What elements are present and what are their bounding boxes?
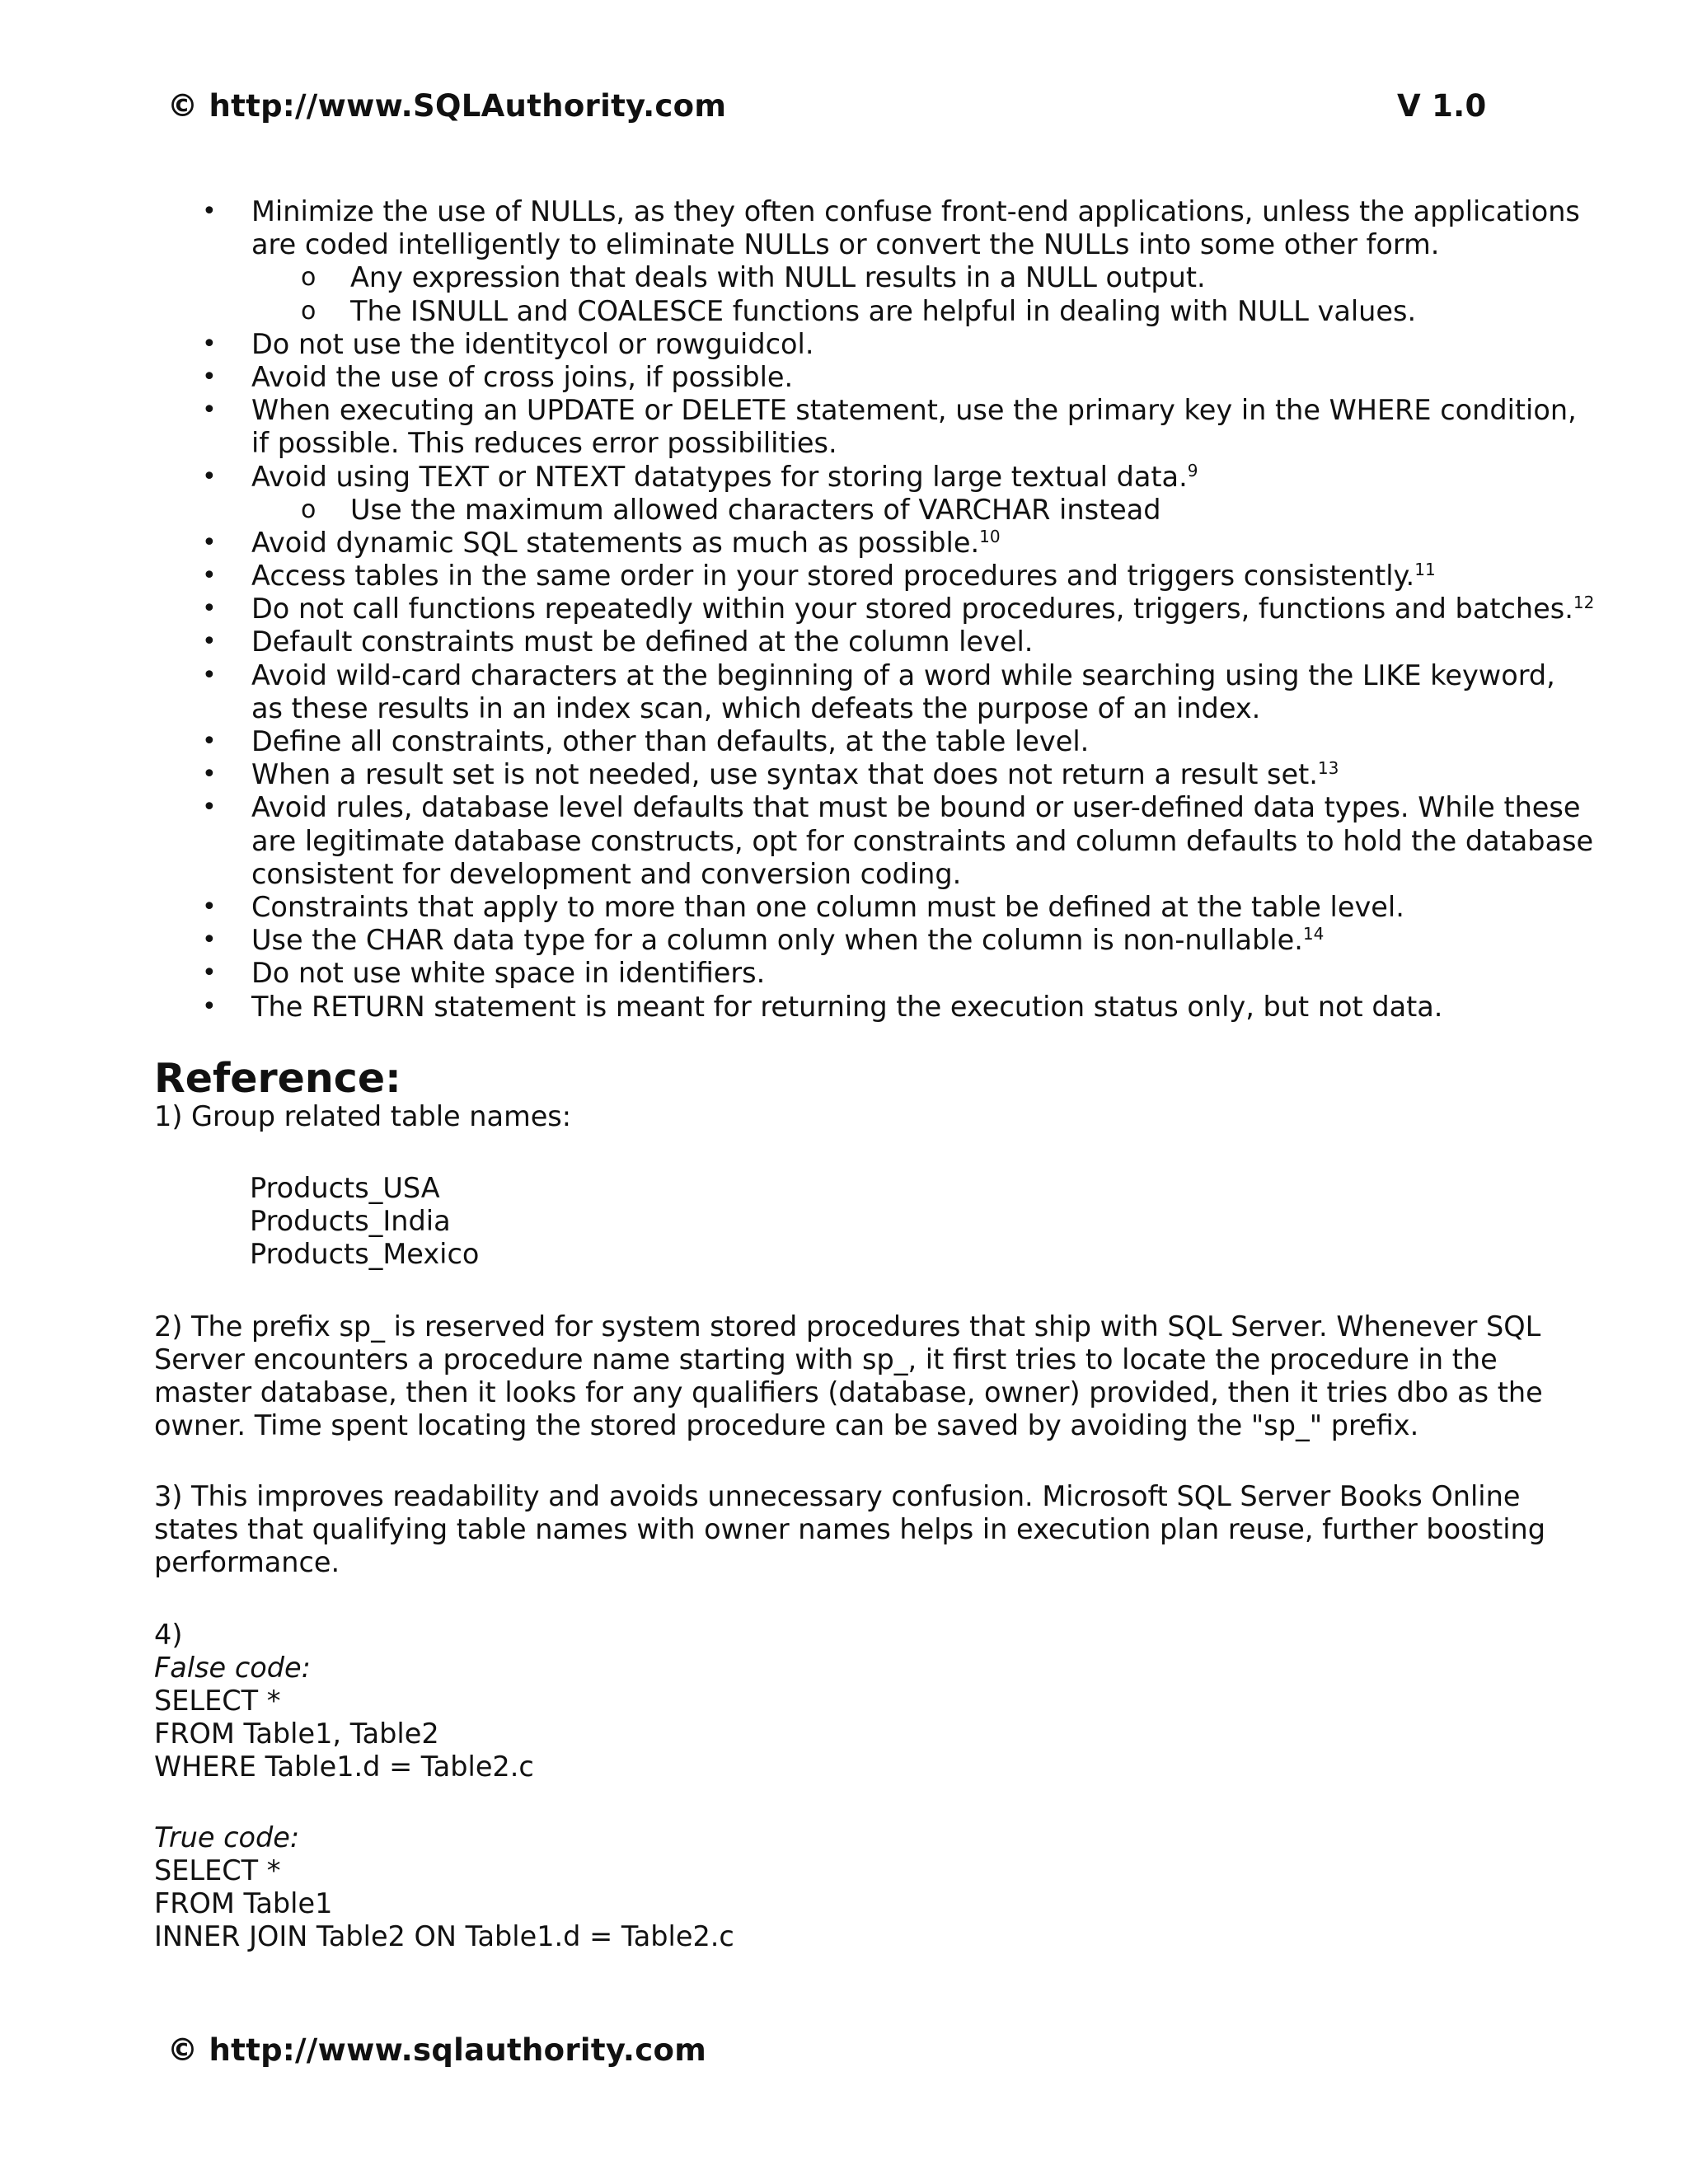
code-line: SELECT *	[154, 1854, 281, 1886]
bullet-line	[0, 593, 1688, 626]
code-line: INNER JOIN Table2 ON Table1.d = Table2.c	[154, 1920, 734, 1952]
bullet-dot-icon: •	[202, 660, 217, 690]
bullet-text	[251, 461, 1198, 494]
bullet-line	[0, 361, 1688, 394]
footer-site-url: © http://www.sqlauthority.com	[167, 2032, 707, 2068]
bullet-text-content: Use the CHAR data type for a column only when the column is non-nullable.	[251, 924, 1303, 957]
bullet-text-content: When a result set is not needed, use syntax that does not return a result set.	[251, 758, 1318, 791]
reference-4-number: 4)	[154, 1619, 183, 1651]
sub-bullet-circle-icon: o	[301, 296, 316, 326]
bullet-dot-icon: •	[202, 760, 217, 790]
sub-bullet-circle-icon: o	[301, 263, 316, 293]
bullet-dot-icon: •	[202, 396, 217, 425]
bullet-text-content: Default constraints must be defined at the column level.	[251, 626, 1034, 658]
sub-bullet-text: Use the maximum allowed characters of VARCHAR instead	[350, 493, 1161, 526]
sub-bullet-text: Any expression that deals with NULL results in a NULL output.	[350, 261, 1206, 294]
bullet-line	[0, 825, 1688, 858]
code-line: FROM Table1	[154, 1887, 333, 1919]
bullet-line	[0, 228, 1688, 261]
bullet-dot-icon: •	[202, 627, 217, 657]
footnote-ref: 12	[1573, 593, 1595, 613]
bullet-text-content: Avoid the use of cross joins, if possible.	[251, 360, 794, 393]
bullet-text	[251, 328, 814, 361]
bullet-text-content: consistent for development and conversion coding.	[251, 857, 962, 890]
bullet-line	[0, 626, 1688, 658]
sub-bullet-line	[0, 295, 1688, 328]
header-site-url: © http://www.SQLAuthority.com	[167, 88, 727, 124]
bullet-text	[251, 527, 1001, 560]
bullet-text	[251, 991, 1442, 1024]
bullet-text	[251, 858, 961, 891]
reference-2-line: Server encounters a procedure name starting with sp_, it first tries to locate the procedure in the	[154, 1343, 1498, 1376]
bullet-line	[0, 394, 1688, 427]
sub-bullet-line	[0, 261, 1688, 294]
bullet-dot-icon: •	[202, 197, 217, 226]
code-line: WHERE Table1.d = Table2.c	[154, 1750, 534, 1783]
reference-3-line: states that qualifying table names with owner names helps in execution plan reuse, further boosting	[154, 1513, 1546, 1545]
reference-2-line: 2) The prefix sp_ is reserved for system stored procedures that ship with SQL Server. Whenever SQL	[154, 1310, 1541, 1343]
true-code-label: True code:	[154, 1821, 300, 1854]
bullet-list	[0, 195, 1688, 1024]
bullet-text-content: Define all constraints, other than defaults, at the table level.	[251, 725, 1090, 757]
footnote-ref: 10	[979, 526, 1001, 546]
bullet-text	[251, 758, 1339, 791]
reference-2-line: owner. Time spent locating the stored procedure can be saved by avoiding the "sp_" prefix.	[154, 1409, 1419, 1441]
bullet-text-content: if possible. This reduces error possibilities.	[251, 427, 837, 460]
bullet-text	[251, 891, 1404, 924]
sub-bullet-circle-icon: o	[301, 494, 316, 524]
bullet-text	[251, 560, 1436, 593]
bullet-line	[0, 692, 1688, 725]
code-line: SELECT *	[154, 1685, 281, 1717]
footnote-ref: 11	[1414, 559, 1436, 579]
sub-bullet-text: The ISNULL and COALESCE functions are helpful in dealing with NULL values.	[350, 294, 1417, 327]
bullet-dot-icon: •	[202, 594, 217, 624]
bullet-text	[251, 427, 837, 460]
table-name-item: Products_India	[250, 1205, 451, 1237]
bullet-text	[251, 394, 1577, 427]
code-line: FROM Table1, Table2	[154, 1718, 439, 1750]
bullet-line	[0, 891, 1688, 924]
bullet-text-content: Avoid wild-card characters at the beginning of a word while searching using the LIKE keyword,	[251, 658, 1555, 691]
bullet-line	[0, 560, 1688, 593]
bullet-dot-icon: •	[202, 926, 217, 955]
bullet-dot-icon: •	[202, 561, 217, 591]
bullet-text-content: Avoid rules, database level defaults that must be bound or user-defined data types. While these	[251, 791, 1581, 824]
bullet-text-content: Avoid dynamic SQL statements as much as possible.	[251, 526, 980, 559]
reference-2-line: master database, then it looks for any qualifiers (database, owner) provided, then it tries dbo as the	[154, 1376, 1543, 1408]
bullet-dot-icon: •	[202, 958, 217, 988]
footnote-ref: 14	[1302, 923, 1325, 944]
bullet-text	[251, 195, 1580, 228]
bullet-dot-icon: •	[202, 329, 217, 359]
bullet-line	[0, 427, 1688, 460]
header-version: V 1.0	[1397, 88, 1487, 124]
bullet-dot-icon: •	[202, 892, 217, 921]
reference-1-title: 1) Group related table names:	[154, 1100, 572, 1132]
bullet-line	[0, 725, 1688, 758]
reference-3-line: performance.	[154, 1546, 340, 1578]
bullet-dot-icon: •	[202, 991, 217, 1021]
bullet-line	[0, 791, 1688, 824]
bullet-text	[251, 659, 1555, 692]
bullet-dot-icon: •	[202, 527, 217, 557]
bullet-text	[251, 825, 1593, 858]
bullet-text	[251, 791, 1580, 824]
bullet-line	[0, 328, 1688, 361]
bullet-line	[0, 659, 1688, 692]
footnote-ref: 9	[1187, 460, 1198, 480]
bullet-text-content: Minimize the use of NULLs, as they often confuse front-end applications, unless the applications	[251, 195, 1580, 227]
bullet-line	[0, 461, 1688, 494]
bullet-text-content: Avoid using TEXT or NTEXT datatypes for storing large textual data.	[251, 460, 1188, 493]
bullet-text-content: as these results in an index scan, which defeats the purpose of an index.	[251, 691, 1261, 724]
bullet-text-content: The RETURN statement is meant for returning the execution status only, but not data.	[251, 990, 1443, 1023]
bullet-text-content: Do not use white space in identifiers.	[251, 957, 766, 990]
reference-heading: Reference:	[154, 1055, 401, 1102]
bullet-dot-icon: •	[202, 462, 217, 491]
bullet-dot-icon: •	[202, 727, 217, 756]
bullet-line	[0, 858, 1688, 891]
bullet-text-content: are legitimate database constructs, opt for constraints and column defaults to hold the database	[251, 824, 1594, 857]
footnote-ref: 13	[1317, 758, 1339, 779]
bullet-text-content: When executing an UPDATE or DELETE statement, use the primary key in the WHERE condition,	[251, 394, 1577, 427]
bullet-text	[251, 725, 1089, 758]
reference-3-line: 3) This improves readability and avoids unnecessary confusion. Microsoft SQL Server Books Online	[154, 1480, 1521, 1512]
bullet-text-content: Constraints that apply to more than one column must be defined at the table level.	[251, 890, 1404, 923]
table-name-item: Products_USA	[250, 1172, 440, 1204]
bullet-text	[251, 593, 1594, 626]
bullet-text-content: Do not call functions repeatedly within your stored procedures, triggers, functions and batches.	[251, 593, 1573, 626]
bullet-line	[0, 957, 1688, 990]
sub-bullet-line	[0, 494, 1688, 527]
bullet-line	[0, 924, 1688, 957]
bullet-dot-icon: •	[202, 362, 217, 391]
bullet-text	[251, 626, 1033, 658]
false-code-label: False code:	[154, 1652, 311, 1684]
bullet-line	[0, 195, 1688, 228]
bullet-dot-icon: •	[202, 793, 217, 823]
bullet-text-content: Do not use the identitycol or rowguidcol.	[251, 327, 814, 360]
table-name-item: Products_Mexico	[250, 1238, 480, 1270]
bullet-text	[251, 924, 1324, 957]
bullet-line	[0, 991, 1688, 1024]
bullet-text-content: are coded intelligently to eliminate NULLs or convert the NULLs into some other form.	[251, 228, 1440, 261]
bullet-line	[0, 758, 1688, 791]
bullet-text	[251, 228, 1439, 261]
bullet-text	[251, 361, 793, 394]
bullet-text	[251, 692, 1260, 725]
bullet-text-content: Access tables in the same order in your stored procedures and triggers consistently.	[251, 560, 1415, 593]
bullet-text	[251, 957, 765, 990]
bullet-line	[0, 527, 1688, 560]
